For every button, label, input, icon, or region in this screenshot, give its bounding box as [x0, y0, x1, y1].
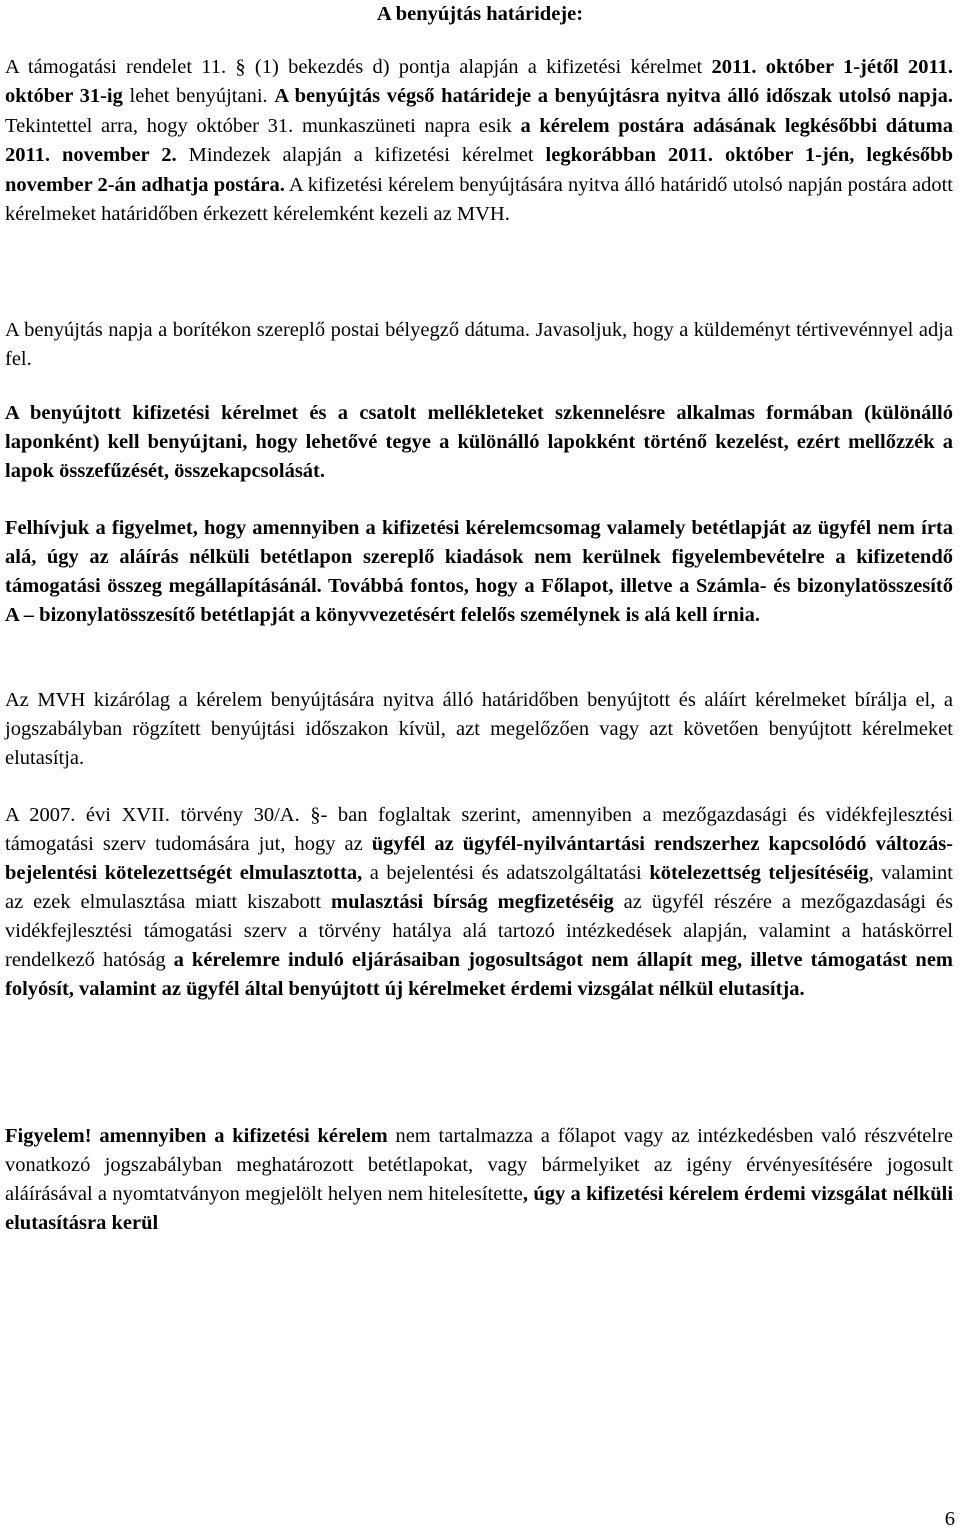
text-run: a bejelentési és adatszolgáltatási: [362, 862, 650, 884]
text-run-bold: 2011. október 1-jétől: [711, 56, 899, 78]
paragraph-law-reference: [5, 801, 953, 1004]
paragraph-deadline: [5, 53, 953, 229]
paragraph-scanning: [5, 399, 953, 486]
text-run: [899, 56, 908, 78]
text-run: A benyújtás napja a borítékon szereplő postai bélyegző dátuma. Javasoljuk, hogy a küldeményt tértivevénnyel adja fel.: [5, 319, 953, 370]
text-run-bold: kötelezettség teljesítéséig: [649, 862, 869, 884]
section-title: A benyújtás határideje:: [376, 3, 584, 25]
text-run-bold: legkorábban 2011. október 1-jén, legkésőbb november 2-án adhatja postára.: [5, 144, 953, 196]
text-run: , valamint az ezek elmulasztása miatt kiszabott: [5, 862, 954, 913]
document-page: [5, 0, 955, 1537]
page-number: 6: [944, 1508, 955, 1530]
text-run: Mindezek alapján a kifizetési kérelmet: [176, 144, 546, 167]
text-run: A kifizetési kérelem benyújtására nyitva álló határidő utolsó napján postára adott kérelmeket határidőben érkezett kérelemként kezeli az MVH.: [5, 173, 953, 226]
text-run-bold: 2011. október 31-ig: [5, 56, 953, 108]
text-run: Az MVH kizárólag a kérelem benyújtására nyitva álló határidőben benyújtott és aláírt kérelmeket bírálja el, a jogszabályban rögzített benyújtási időszakon kívül, azt megelőzően vagy azt követően benyújtott kérelmeket elutasítja.: [5, 689, 953, 769]
text-run: A 2007. évi XVII. törvény 30/A. §- ban foglaltak szerint, amennyiben a mezőgazdasági és vidékfejlesztési támogatási szerv tudomására jut, hogy az: [5, 804, 953, 855]
paragraph-postmark: [5, 316, 953, 374]
paragraph-mvh-review: [5, 686, 953, 773]
text-run: Tekintettel arra, hogy október 31. munkaszüneti napra esik: [5, 114, 521, 137]
text-run-bold: Felhívjuk a figyelmet, hogy amennyiben a kifizetési kérelemcsomag valamely betétlapját az ügyfél nem írta alá, úgy az aláírás nélküli betétlapon szereplő kiadások nem kerülnek figyelembevételre a kifizetendő támogatási összeg megállapításánál. Továbbá fontos, hogy a Főlapot, illetve a Számla- és bizonylatösszesítő A – bizonylatösszesítő betétlapját a könyvvezetésért felelős személynek is alá kell írnia.: [5, 517, 953, 626]
text-run: nem tartalmazza a főlapot vagy az intézkedésben való részvételre vonatkozó jogszabályban meghatározott betétlapokat, vagy bármelyiket az igény érvényesítésére jogosult aláírásával a nyomtatványon megjelölt helyen nem hitelesítette: [5, 1125, 953, 1205]
text-run-bold: A benyújtás végső határideje a benyújtásra nyitva álló időszak utolsó napja.: [274, 85, 953, 108]
text-run-bold: , úgy a kifizetési kérelem érdemi vizsgálat nélküli elutasításra kerül: [5, 1183, 954, 1234]
text-run: A támogatási rendelet 11. § (1) bekezdés d) pontja alapján a kifizetési kérelmet: [5, 56, 712, 78]
text-run: lehet benyújtani.: [122, 85, 275, 108]
paragraph-signature-notice: [5, 514, 953, 630]
text-run-bold: mulasztási bírság megfizetéséig: [331, 891, 614, 913]
text-run-bold: a kérelem postára adásának legkésőbbi dátuma 2011. november 2.: [5, 114, 953, 167]
text-run-bold: a kérelemre induló eljárásaiban jogosultságot nem állapít meg, illetve támogatást nem folyósít, valamint az ügyfél által benyújtott új kérelmeket érdemi vizsgálat nélkül elutasítja.: [5, 949, 954, 1000]
text-run-bold: Figyelem! amennyiben a kifizetési kérelem: [5, 1125, 388, 1147]
paragraph-attention: [5, 1122, 953, 1238]
text-run: az ügyfél részére a mezőgazdasági és vidékfejlesztési támogatási szerv a törvény hatálya alá tartozó intézkedések alapján, valamint a hatáskörrel rendelkező hatóság: [5, 891, 953, 971]
text-run-bold: ügyfél az ügyfél-nyilvántartási rendszerhez kapcsolódó változás-bejelentési kötelezettségét elmulasztotta,: [5, 833, 953, 884]
text-run-bold: A benyújtott kifizetési kérelmet és a csatolt mellékleteket szkennelésre alkalmas formában (különálló laponként) kell benyújtani, hogy lehetővé tegye a különálló lapokként történő kezelést, ezért mellőzzék a lapok összefűzését, összekapcsolását.: [5, 402, 953, 482]
